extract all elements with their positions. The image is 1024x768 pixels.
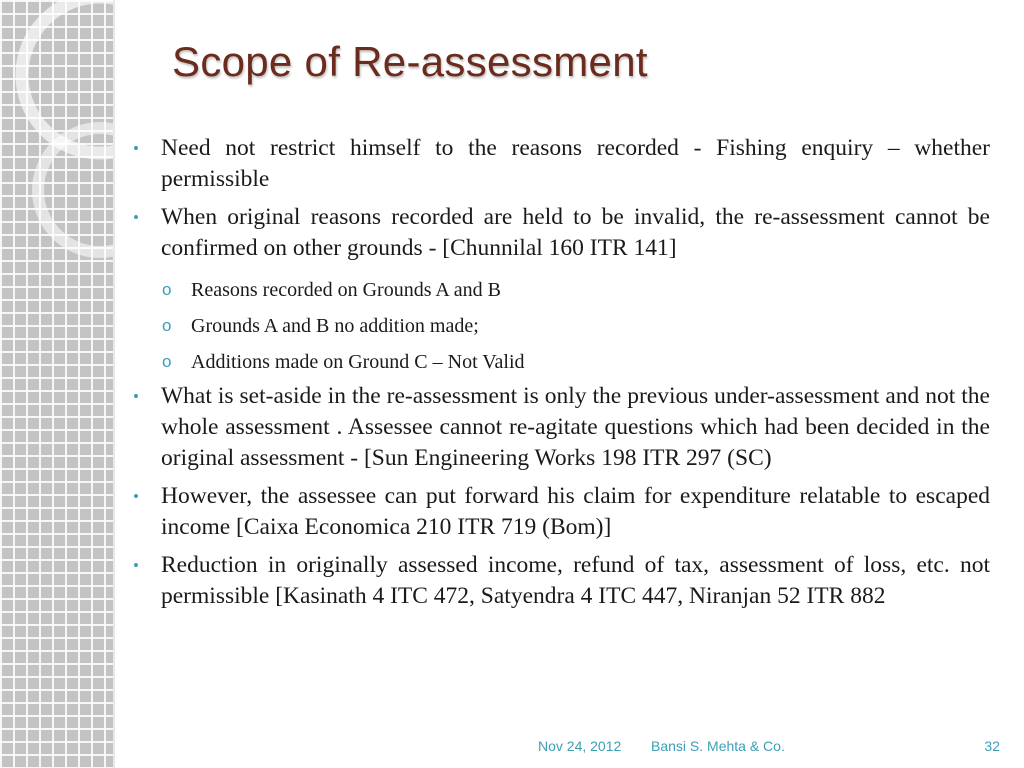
bullet-marker: • (133, 139, 139, 158)
slide-number: 32 (984, 738, 1000, 754)
bullet-marker: • (133, 487, 139, 506)
bullet-text: When original reasons recorded are held to be invalid, the re-assessment cannot be confirmed on other grounds - [Chunnilal 160 ITR 141] (161, 204, 990, 261)
bullet-text: Need not restrict himself to the reasons recorded - Fishing enquiry – whether permissible (161, 135, 990, 192)
bullet-item (130, 481, 990, 543)
bullet-text: What is set-aside in the re-assessment is only the previous under-assessment and not the whole assessment . Assessee cannot re-agitate questions which had been decided in the original assessment - [Sun Engineering Works 198 ITR 297 (SC) (161, 383, 990, 471)
bullet-item (130, 133, 990, 195)
bullet-marker: • (133, 387, 139, 406)
slide-title: Scope of Re-assessment (172, 38, 648, 85)
sub-bullet-item (130, 314, 990, 338)
sub-bullet-text: Additions made on Ground C – Not Valid (191, 351, 525, 373)
sub-bullet-text: Reasons recorded on Grounds A and B (191, 279, 501, 301)
decorative-grid-strip (0, 0, 113, 768)
bullet-item (130, 202, 990, 264)
bullet-list (130, 133, 990, 612)
sub-bullet-item (130, 350, 990, 374)
sub-bullet-item (130, 278, 990, 302)
sub-bullet-text: Grounds A and B no addition made; (191, 315, 479, 337)
bullet-item (130, 381, 990, 474)
slide-content (130, 133, 990, 619)
bullet-marker: • (133, 208, 139, 227)
bullet-text: Reduction in originally assessed income, refund of tax, assessment of loss, etc. not permissible [Kasinath 4 ITC 472, Satyendra 4 ITC 447, Niranjan 52 ITR 882 (161, 552, 990, 609)
sub-bullet-marker: o (162, 316, 172, 335)
bullet-text: However, the assessee can put forward his claim for expenditure relatable to escaped income [Caixa Economica 210 ITR 719 (Bom)] (161, 483, 990, 540)
bullet-marker: • (133, 556, 139, 575)
sub-bullet-marker: o (162, 352, 172, 371)
footer-date: Nov 24, 2012 (538, 738, 622, 754)
strip-divider (113, 0, 115, 768)
sub-bullet-marker: o (162, 280, 172, 299)
decorative-circles (0, 0, 113, 300)
footer-organization: Bansi S. Mehta & Co. (651, 738, 785, 754)
bullet-item (130, 550, 990, 612)
